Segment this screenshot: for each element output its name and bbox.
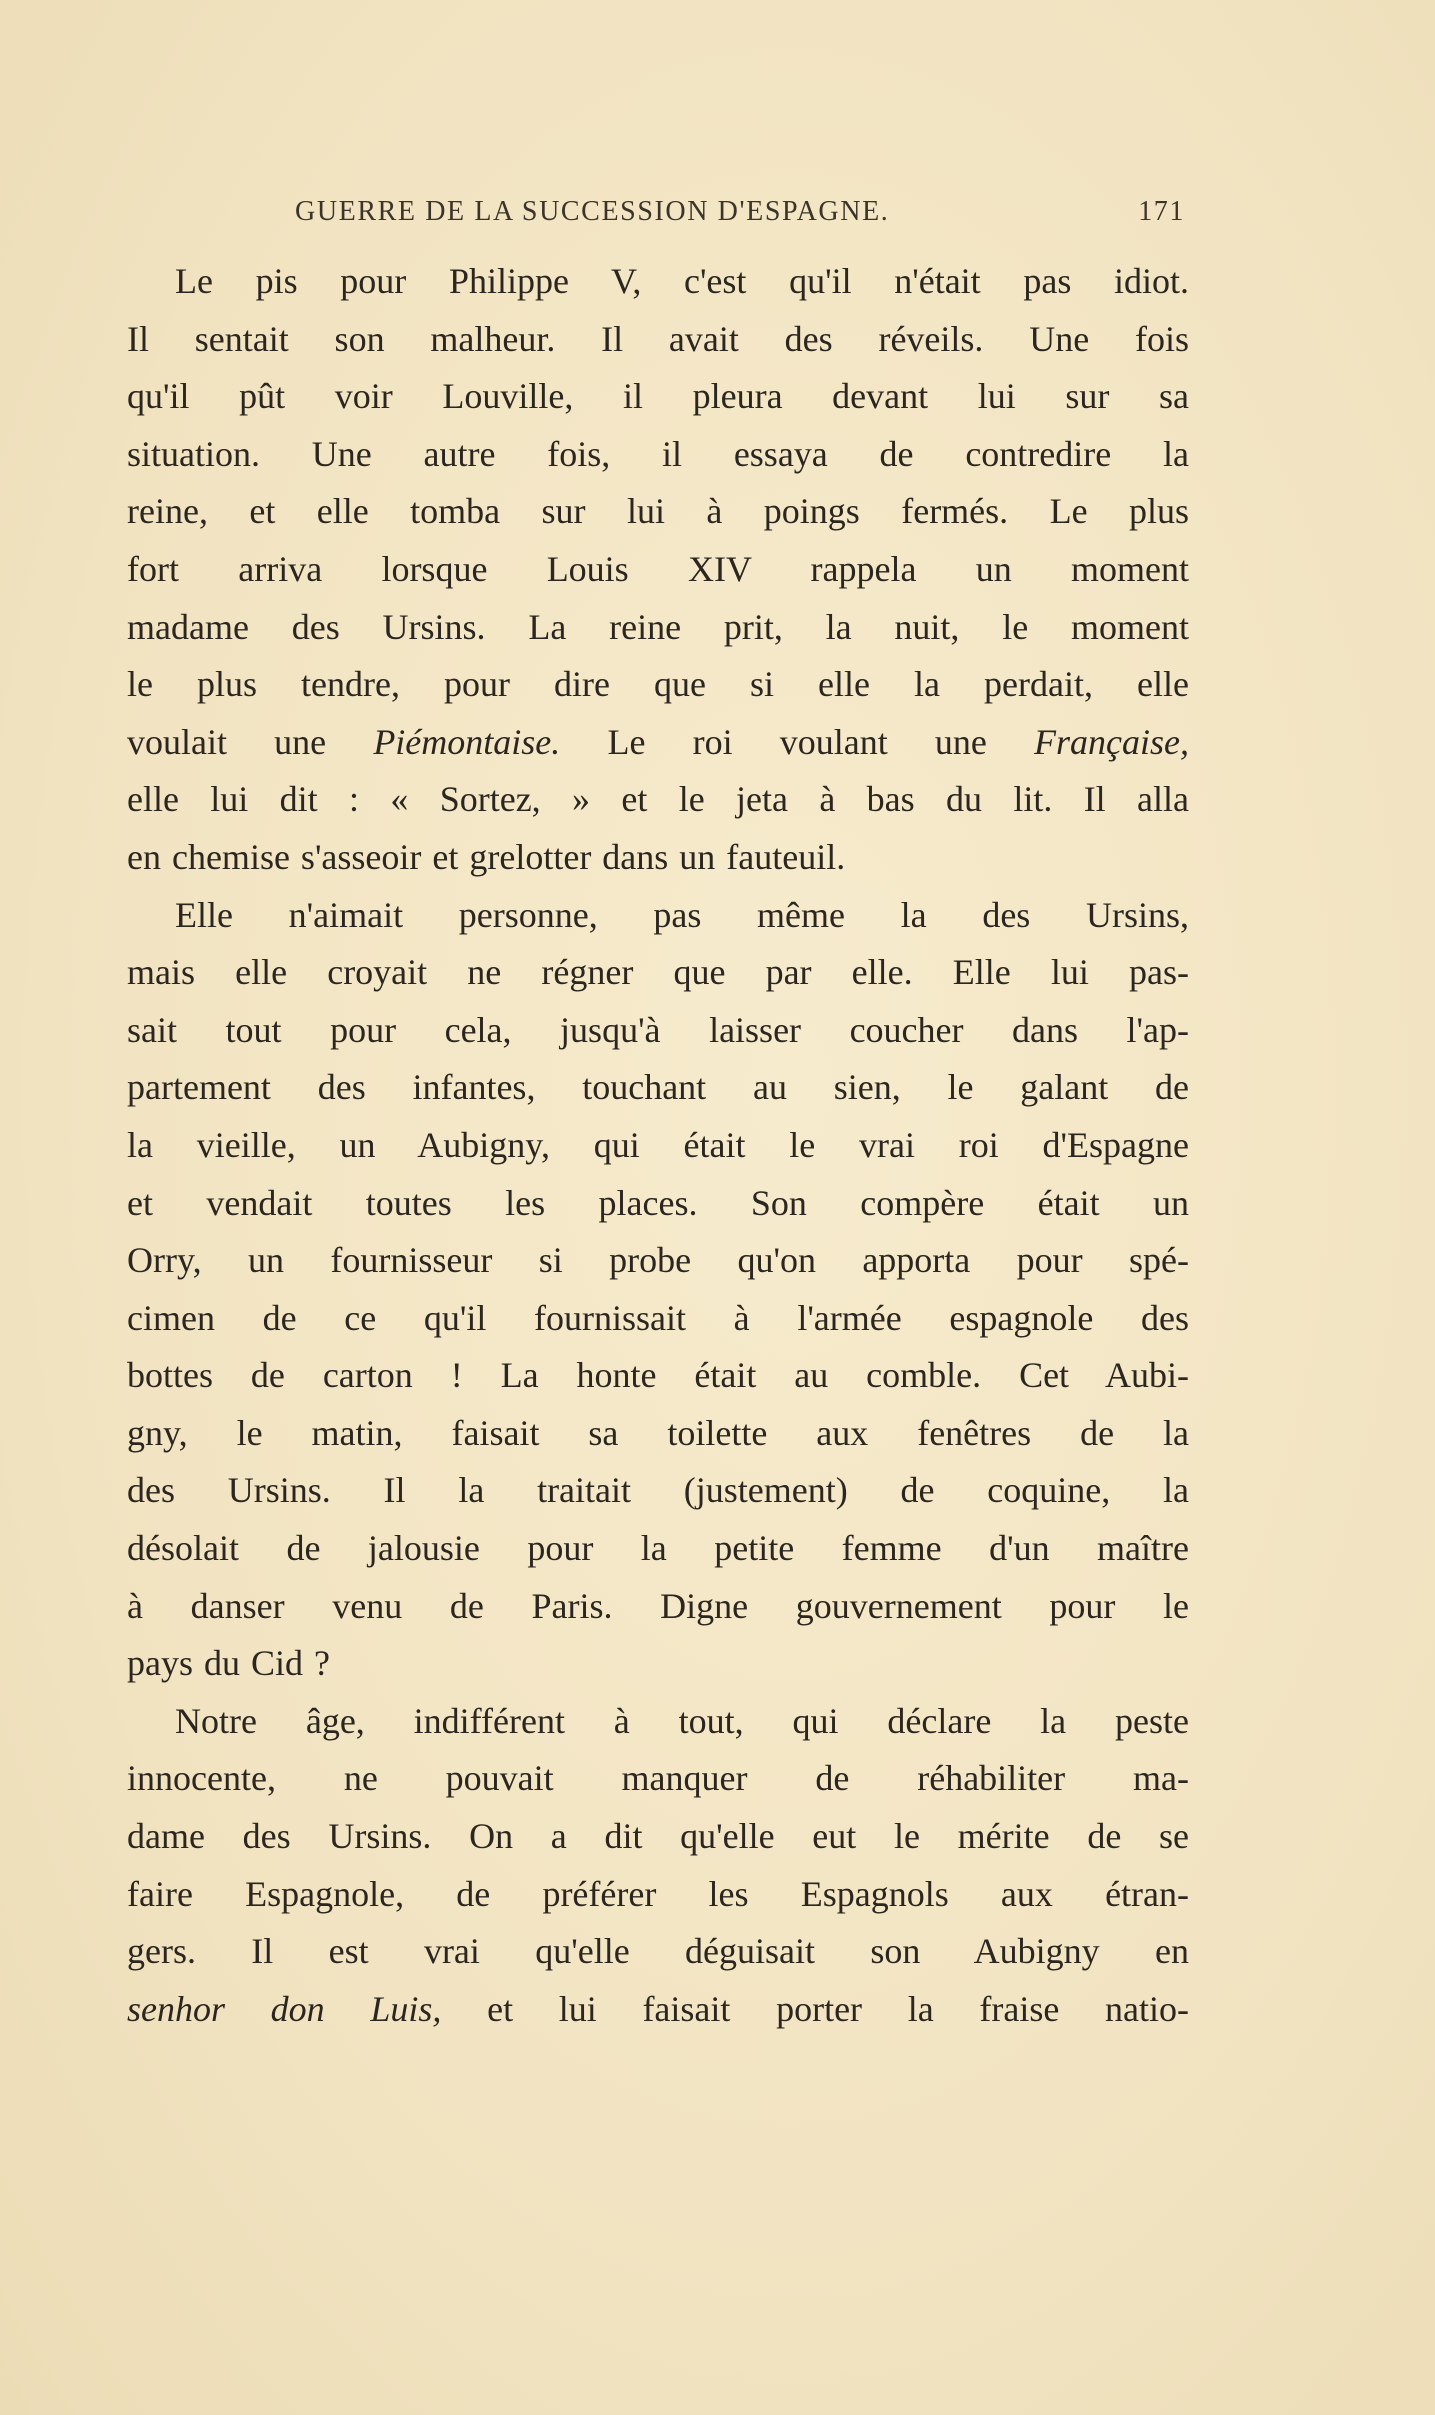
text-line: dame des Ursins. On a dit qu'elle eut le mérite de se [127,1816,1189,1857]
italic-run: Piémontaise. [373,721,561,762]
text-run: et lui faisait porter la fraise natio- [441,1988,1189,2029]
text-line: innocente, ne pouvait manquer de réhabiliter ma- [127,1758,1189,1799]
running-head [295,196,1185,236]
text-line: Notre âge, indifférent à tout, qui déclare la peste [175,1700,1189,1741]
text-line: fort arriva lorsque Louis XIV rappela un moment [127,548,1189,589]
text-run: Le roi voulant une [560,721,1035,762]
page-number: 171 [1138,196,1185,227]
text-line: cimen de ce qu'il fournissait à l'armée espagnole des [127,1297,1189,1338]
text-line: situation. Une autre fois, il essaya de contredire la [127,433,1189,474]
text-run: voulait une [127,721,374,762]
text-line: elle lui dit : « Sortez, » et le jeta à bas du lit. Il alla [127,779,1189,820]
text-line: Elle n'aimait personne, pas même la des Ursins, [175,894,1189,935]
text-line: en chemise s'asseoir et grelotter dans un fauteuil. [127,836,846,877]
text-line-with-italics [127,1981,1189,2039]
body-text [127,253,1189,2038]
text-line: gers. Il est vrai qu'elle déguisait son Aubigny en [127,1931,1189,1972]
text-line: Il sentait son malheur. Il avait des réveils. Une fois [127,318,1189,359]
text-line: qu'il pût voir Louville, il pleura devant lui sur sa [127,376,1189,417]
text-line: bottes de carton ! La honte était au comble. Cet Aubi- [127,1355,1189,1396]
text-line: mais elle croyait ne régner que par elle. Elle lui pas- [127,952,1189,993]
text-line: faire Espagnole, de préférer les Espagnols aux étran- [127,1873,1189,1914]
text-line-with-italics [127,714,1189,772]
text-line: madame des Ursins. La reine prit, la nuit, le moment [127,606,1189,647]
italic-run: Française, [1034,721,1189,762]
text-line: des Ursins. Il la traitait (justement) de coquine, la [127,1470,1189,1511]
text-line: reine, et elle tomba sur lui à poings fermés. Le plus [127,491,1189,532]
text-line: pays du Cid ? [127,1643,330,1684]
text-line: partement des infantes, touchant au sien, le galant de [127,1067,1189,1108]
text-line: gny, le matin, faisait sa toilette aux fenêtres de la [127,1412,1189,1453]
text-line: la vieille, un Aubigny, qui était le vrai roi d'Espagne [127,1124,1189,1165]
text-line: Orry, un fournisseur si probe qu'on apporta pour spé- [127,1240,1189,1281]
text-line: et vendait toutes les places. Son compère était un [127,1182,1189,1223]
italic-run: senhor don Luis, [127,1988,442,2029]
text-line: Le pis pour Philippe V, c'est qu'il n'était pas idiot. [175,261,1189,301]
running-title: GUERRE DE LA SUCCESSION D'ESPAGNE. [295,196,890,227]
text-line: à danser venu de Paris. Digne gouvernement pour le [127,1585,1189,1626]
text-line: le plus tendre, pour dire que si elle la perdait, elle [127,664,1189,705]
text-line: sait tout pour cela, jusqu'à laisser coucher dans l'ap- [127,1009,1189,1050]
text-line: désolait de jalousie pour la petite femme d'un maître [127,1528,1189,1569]
